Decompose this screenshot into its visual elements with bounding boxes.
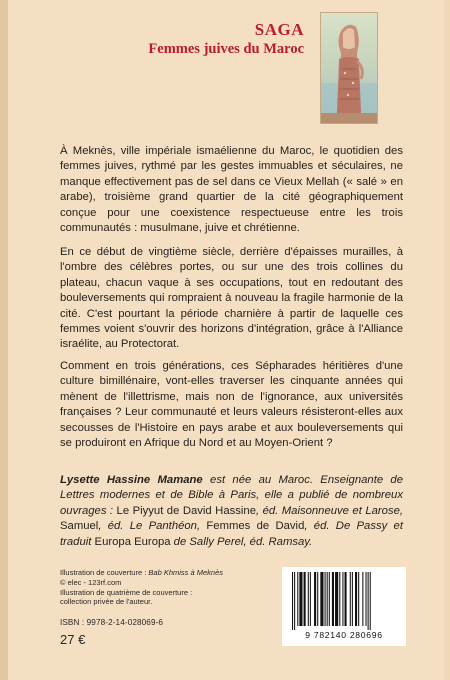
- paragraph-1: À Meknès, ville impériale ismaélienne du Maroc, le quotidien des femmes juives, rythmé par les gestes immuables et séculaires, ne manque effectivement pas de sel dans ce Vieux Mellah (« salé » en arabe), troisième grand quartier de la cité géographiquement conçue pour une coexistence respectueuse entre les trois communautés : musulmane, juive et chrétienne.: [60, 145, 403, 235]
- price: 27 €: [60, 632, 86, 647]
- book-title: SAGA: [254, 20, 304, 39]
- paragraph-2: En ce début de vingtième siècle, derrière d'épaisses murailles, à l'ombre des célèbres portes, ou sur une des trois collines du plateau, chacun vaque à ses occupations, tout en redoutant des bouleversements qui rompraient à nouveau la fragile harmonie de la cité. C'est pourtant la période charnière à partir de laquelle ces femmes voient s'ouvrir des horizons d'intégration, grâce à l'Alliance israélite, au Protectorat.: [60, 246, 403, 351]
- book-title-2: Samuel: [60, 520, 99, 533]
- cover-illustration-image: [321, 13, 377, 123]
- book-title-3: Femmes de David: [206, 520, 305, 533]
- barcode-bars: [290, 572, 398, 630]
- isbn: ISBN : 9978-2-14-028069-6: [60, 618, 164, 627]
- book-title-1: Le Piyyut de David Hassine: [116, 504, 256, 517]
- paragraph-3: Comment en trois générations, ces Sépharades héritières d'une culture bimillénaire, vont-elles traverser les cinquante années qui mènent de l'illettrisme, mais non de l'ignorance, aux universités françaises ? Leur communauté et leurs valeurs résisteront-elles aux secousses de l'Histoire en pays arabe et aux bouleversements qui se produiront en Afrique du Nord et au Moyen-Orient ?: [60, 360, 403, 450]
- illustration-credits: Illustration de couverture : Bab Khmiss à Meknès © elec - 123rf.com Illustration de quatrième de couverture : collection privée de l'auteur.: [60, 568, 270, 607]
- book-title-4: Europa Europa: [94, 535, 171, 548]
- barcode-digits: 9 782140 280696: [305, 630, 383, 640]
- title-block: [110, 20, 304, 58]
- cover-illustration: [320, 12, 378, 124]
- back-credit: collection privée de l'auteur.: [60, 597, 153, 607]
- author-bio: Lysette Hassine Mamane est née au Maroc. Enseignante de Lettres modernes et de Bible à Paris, elle a publié de nombreux ouvrages : Le Piyyut de David Hassine, éd. Maisonneuve et Larose, Samuel, éd. Le Panthéon, Femmes de David, éd. De Passy et traduit Europa Europa de Sally Perel, éd. Ramsay.: [60, 474, 403, 548]
- cover-credit: Bab Khmiss à Meknès: [148, 568, 224, 577]
- book-subtitle: Femmes juives du Maroc: [148, 41, 304, 57]
- barcode: [282, 567, 406, 646]
- author-name: Lysette Hassine Mamane: [60, 474, 203, 486]
- copyright: © elec - 123rf.com: [60, 577, 122, 587]
